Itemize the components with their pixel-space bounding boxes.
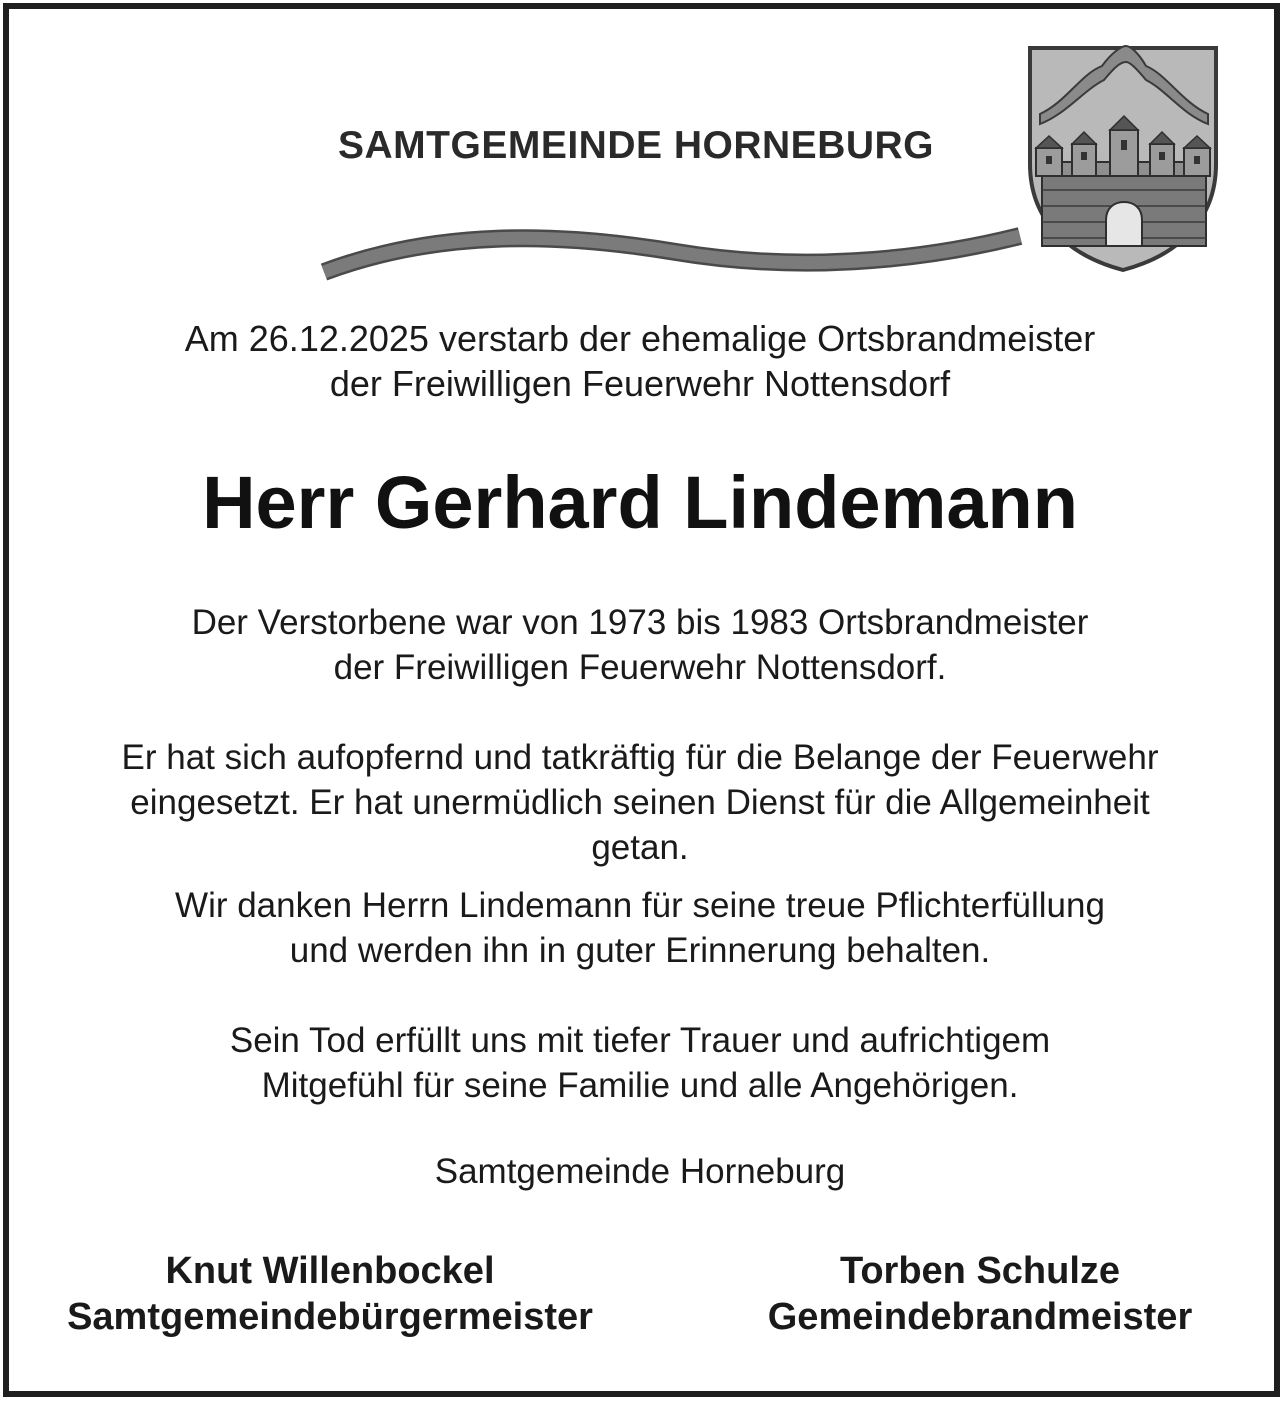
signoff-organization: Samtgemeinde Horneburg [434,1152,846,1191]
paragraph-line: Wir danken Herrn Lindemann für seine treue Pflichterfüllung [175,886,1105,925]
organization-title: SAMTGEMEINDE HORNEBURG [338,124,935,167]
paragraph-line: Der Verstorbene war von 1973 bis 1983 Ortsbrandmeister [191,603,1089,642]
paragraph-line: Sein Tod erfüllt uns mit tiefer Trauer und aufrichtigem [229,1021,1051,1060]
intro-line-2: der Freiwilligen Feuerwehr Nottensdorf [329,363,951,404]
paragraph-service [30,735,1250,870]
deceased-name: Herr Gerhard Lindemann [202,461,1078,544]
paragraph-tenure [30,600,1250,690]
paragraph-condolence [30,1018,1250,1108]
signatory-right [740,1248,1220,1340]
paragraph-thanks [30,883,1250,973]
paragraph-line: getan. [591,828,689,867]
signatory-name: Knut Willenbockel [165,1250,495,1292]
paragraph-line: Mitgefühl für seine Familie und alle Angehörigen. [261,1066,1019,1105]
signatory-title: Samtgemeindebürgermeister [67,1296,593,1338]
intro-text [40,316,1240,406]
signatory-left [40,1248,620,1340]
paragraph-line: Er hat sich aufopfernd und tatkräftig für die Belange der Feuerwehr [121,738,1159,777]
wave-decoration [316,222,1036,292]
signatory-name: Torben Schulze [839,1250,1121,1292]
paragraph-line: der Freiwilligen Feuerwehr Nottensdorf. [333,648,947,687]
signatory-title: Gemeindebrandmeister [767,1296,1193,1338]
intro-line-1: Am 26.12.2025 verstarb der ehemalige Ortsbrandmeister [184,318,1096,359]
paragraph-line: eingesetzt. Er hat unermüdlich seinen Dienst für die Allgemeinheit [130,783,1150,822]
paragraph-line: und werden ihn in guter Erinnerung behalten. [289,931,991,970]
coat-of-arms-castle-icon [1026,44,1222,274]
